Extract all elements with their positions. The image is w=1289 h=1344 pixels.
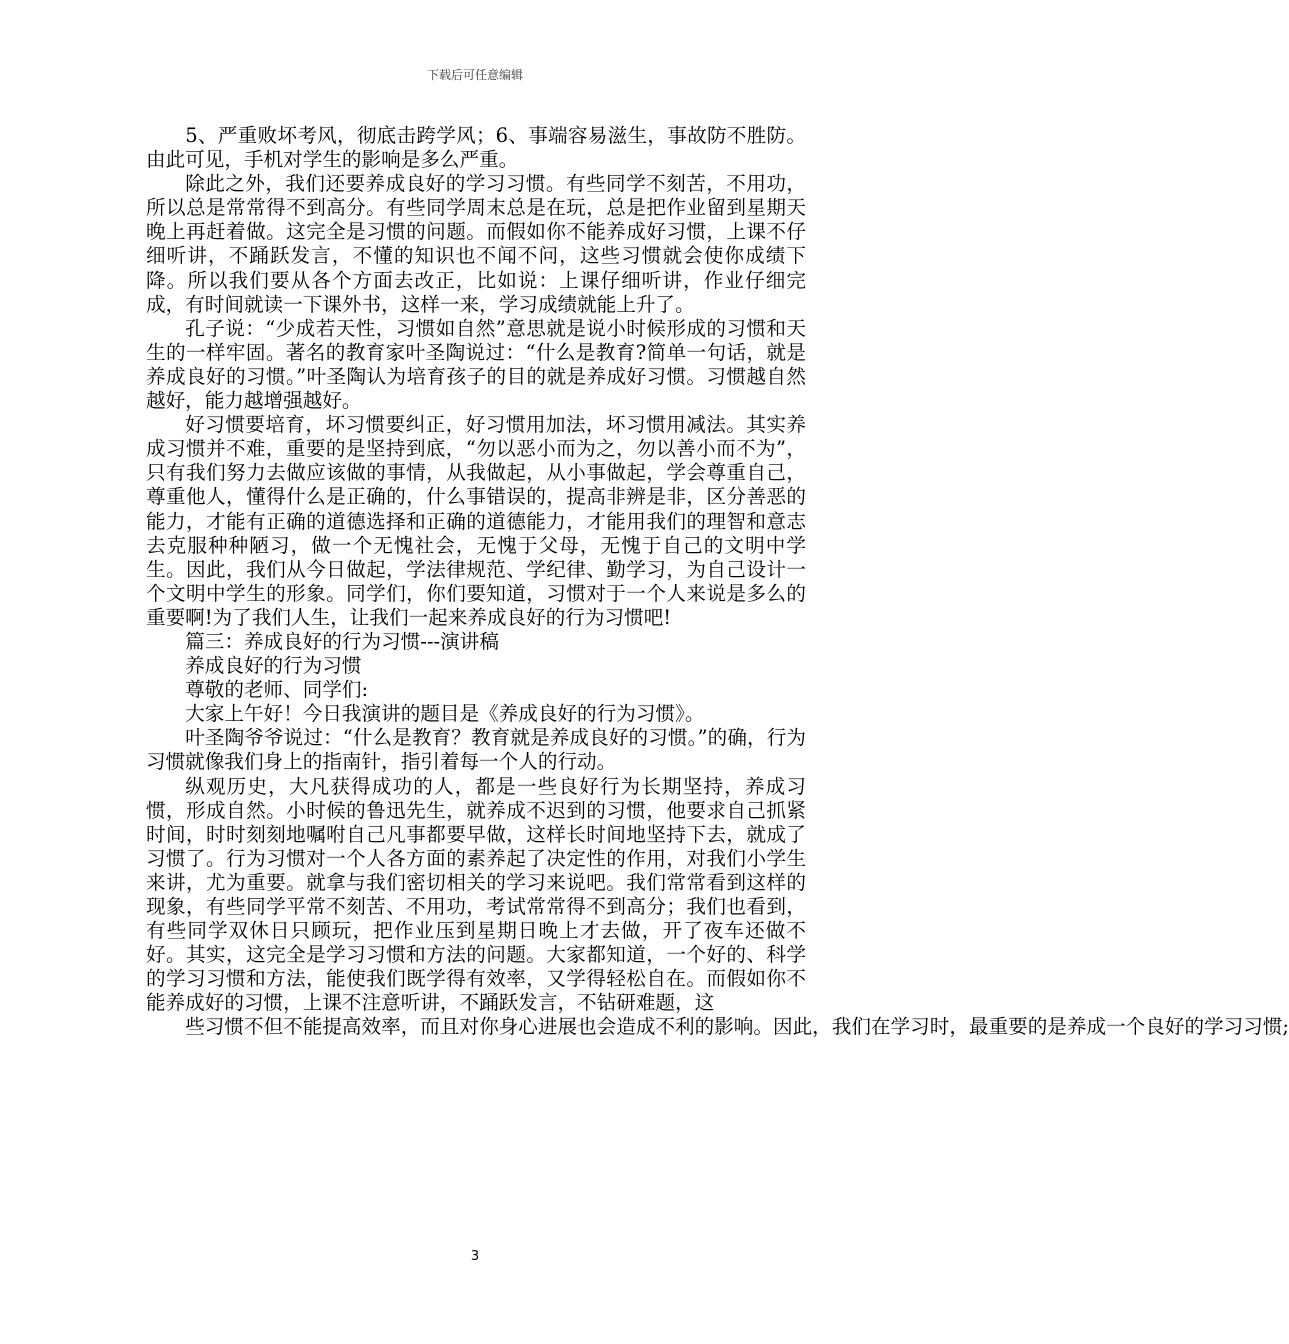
paragraph-greeting: 大家上午好！今日我演讲的题目是《养成良好的行为习惯》。 — [185, 702, 705, 726]
salutation: 尊敬的老师、同学们: — [185, 678, 369, 702]
paragraph-history: 纵观历史，大凡获得成功的人，都是一些良好行为长期坚持，养成习惯，形成自然。小时候的鲁迅先生，就养成不迟到的习惯，他要求自己抓紧时间，时时刻刻地嘱咐自己凡事都要早做，这样长时间地坚持下去，就成了习惯了。行为习惯对一个人各方面的素养起了决定性的作用，对我们小学生来讲，尤为重要。就拿与我们密切相关的学习来说吧。我们常常看到这样的现象，有些同学平常不刻苦、不用功，考试常常得不到高分；我们也看到，有些同学双休日只顾玩，把作业压到星期日晚上才去做，开了夜车还做不好。其实，这完全是学习习惯和方法的问题。大家都知道，一个好的、科学的学习习惯和方法，能使我们既学得有效率，又学得轻松自在。而假如你不能养成好的习惯，上课不注意听讲，不踊跃发言，不钻研难题，这 — [146, 774, 806, 1015]
page-header: 下载后可任意编辑 — [426, 68, 523, 82]
section-heading: 篇三：养成良好的行为习惯---演讲稿 — [185, 629, 499, 653]
page-number: 3 — [470, 1249, 480, 1264]
paragraph-4: 好习惯要培育，坏习惯要纠正，好习惯用加法，坏习惯用减法。其实养成习惯并不难，重要的是坚持到底，“勿以恶小而为之，勿以善小而不为”，只有我们努力去做应该做的事情，从我做起，从小事做起，学会尊重自己，尊重他人，懂得什么是正确的，什么事错误的，提高非辨是非，区分善恶的能力，才能有正确的道德选择和正确的道德能力，才能用我们的理智和意志去克服种种陋习，做一个无愧社会，无愧于父母，无愧于自己的文明中学生。因此，我们从今日做起，学法律规范、学纪律、勤学习，为自己设计一个文明中学生的形象。同学们，你们要知道，习惯对于一个人来说是多么的重要啊!为了我们人生，让我们一起来养成良好的行为习惯吧! — [146, 413, 806, 629]
paragraph-2: 除此之外，我们还要养成良好的学习习惯。有些同学不刻苦，不用功，所以总是常常得不到高分。有些同学周末总是在玩，总是把作业留到星期天晚上再赶着做。这完全是习惯的问题。而假如你不能养成好习惯，上课不仔细听讲，不踊跃发言，不懂的知识也不闻不问，这些习惯就会使你成绩下降。所以我们要从各个方面去改正，比如说：上课仔细听讲，作业仔细完成，有时间就读一下课外书，这样一来，学习成绩就能上升了。 — [146, 172, 806, 316]
paragraph-3: 孔子说：“少成若天性，习惯如自然”意思就是说小时候形成的习惯和天生的一样牢固。著名的教育家叶圣陶说过：“什么是教育?简单一句话，就是养成良好的习惯。”叶圣陶认为培育孩子的目的就是养成好习惯。习惯越自然越好，能力越增强越好。 — [146, 316, 806, 413]
paragraph-1: 5、严重败坏考风，彻底击跨学风；6、事端容易滋生，事故防不胜防。由此可见，手机对学生的影响是多么严重。 — [146, 124, 806, 172]
paragraph-quote: 叶圣陶爷爷说过：“什么是教育？教育就是养成良好的习惯。”的确，行为习惯就像我们身上的指南针，指引着每一个人的行动。 — [146, 726, 806, 774]
document-body — [146, 124, 1289, 1040]
speech-title: 养成良好的行为习惯 — [185, 654, 362, 678]
paragraph-last: 些习惯不但不能提高效率，而且对你身心进展也会造成不利的影响。因此，我们在学习时，最重要的是养成一个良好的学习习惯; — [185, 1015, 1289, 1039]
